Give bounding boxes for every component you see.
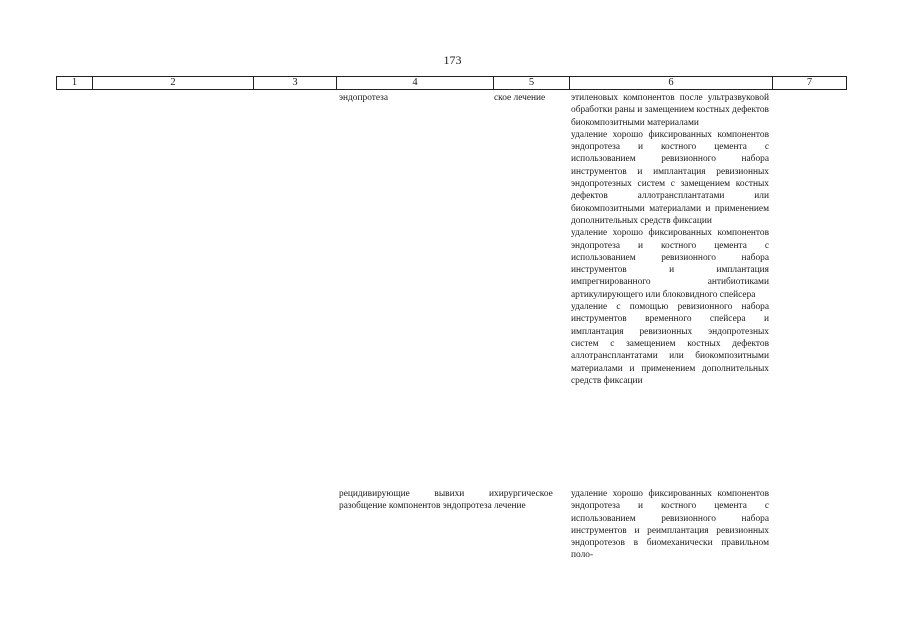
page-number: 173 [443,53,462,67]
treatment-type-cell: ское лечение [494,93,546,103]
treatment-method: удаление с помощью ревизионного набора инструментов временного спейсера и имплантация ревизионных эндопротезных систем с замещением костных дефектов аллотрансплантатами или биокомпозитными материалами и применением дополнительных средств фиксации [571,302,769,386]
column-number-2: 2 [92,77,253,90]
column-number-3: 3 [253,77,336,90]
column-number-7: 7 [772,77,847,90]
treatment-method: этиленовых компонентов после ультразвуковой обработки раны и замещением костных дефектов биокомпозитными материалами [571,93,769,128]
column-number-1: 1 [56,77,92,90]
column-number-6: 6 [569,77,772,90]
column-number-5: 5 [493,77,569,90]
table-header-row [56,76,847,90]
diagnosis-cell: рецидивирующие вывихи и разобщение компонентов эндопротеза [339,489,494,512]
treatment-method: удаление хорошо фиксированных компонентов эндопротеза и костного цемента с использованием ревизионного набора инструментов и реимплантация ревизионных эндопротезов в биомеханически правильном поло- [571,489,769,561]
diagnosis-cell: эндопротеза [339,93,389,103]
treatment-methods-cell [571,92,769,387]
treatment-method: удаление хорошо фиксированных компонентов эндопротеза и костного цемента с использованием ревизионного набора инструментов и имплантация импрегнированного антибиотиками артикулирующего или блоковидного спейсера [571,228,769,300]
treatment-methods-cell [571,488,769,562]
treatment-method: удаление хорошо фиксированных компонентов эндопротеза и костного цемента с использованием ревизионного набора инструментов и имплантация ревизионных эндопротезных систем с замещением костных дефектов аллотрансплантатами или биокомпозитными материалами и применением дополнительных средств фиксации [571,129,769,226]
column-number-4: 4 [336,77,493,90]
treatment-type-cell: хирургическое лечение [494,489,553,512]
